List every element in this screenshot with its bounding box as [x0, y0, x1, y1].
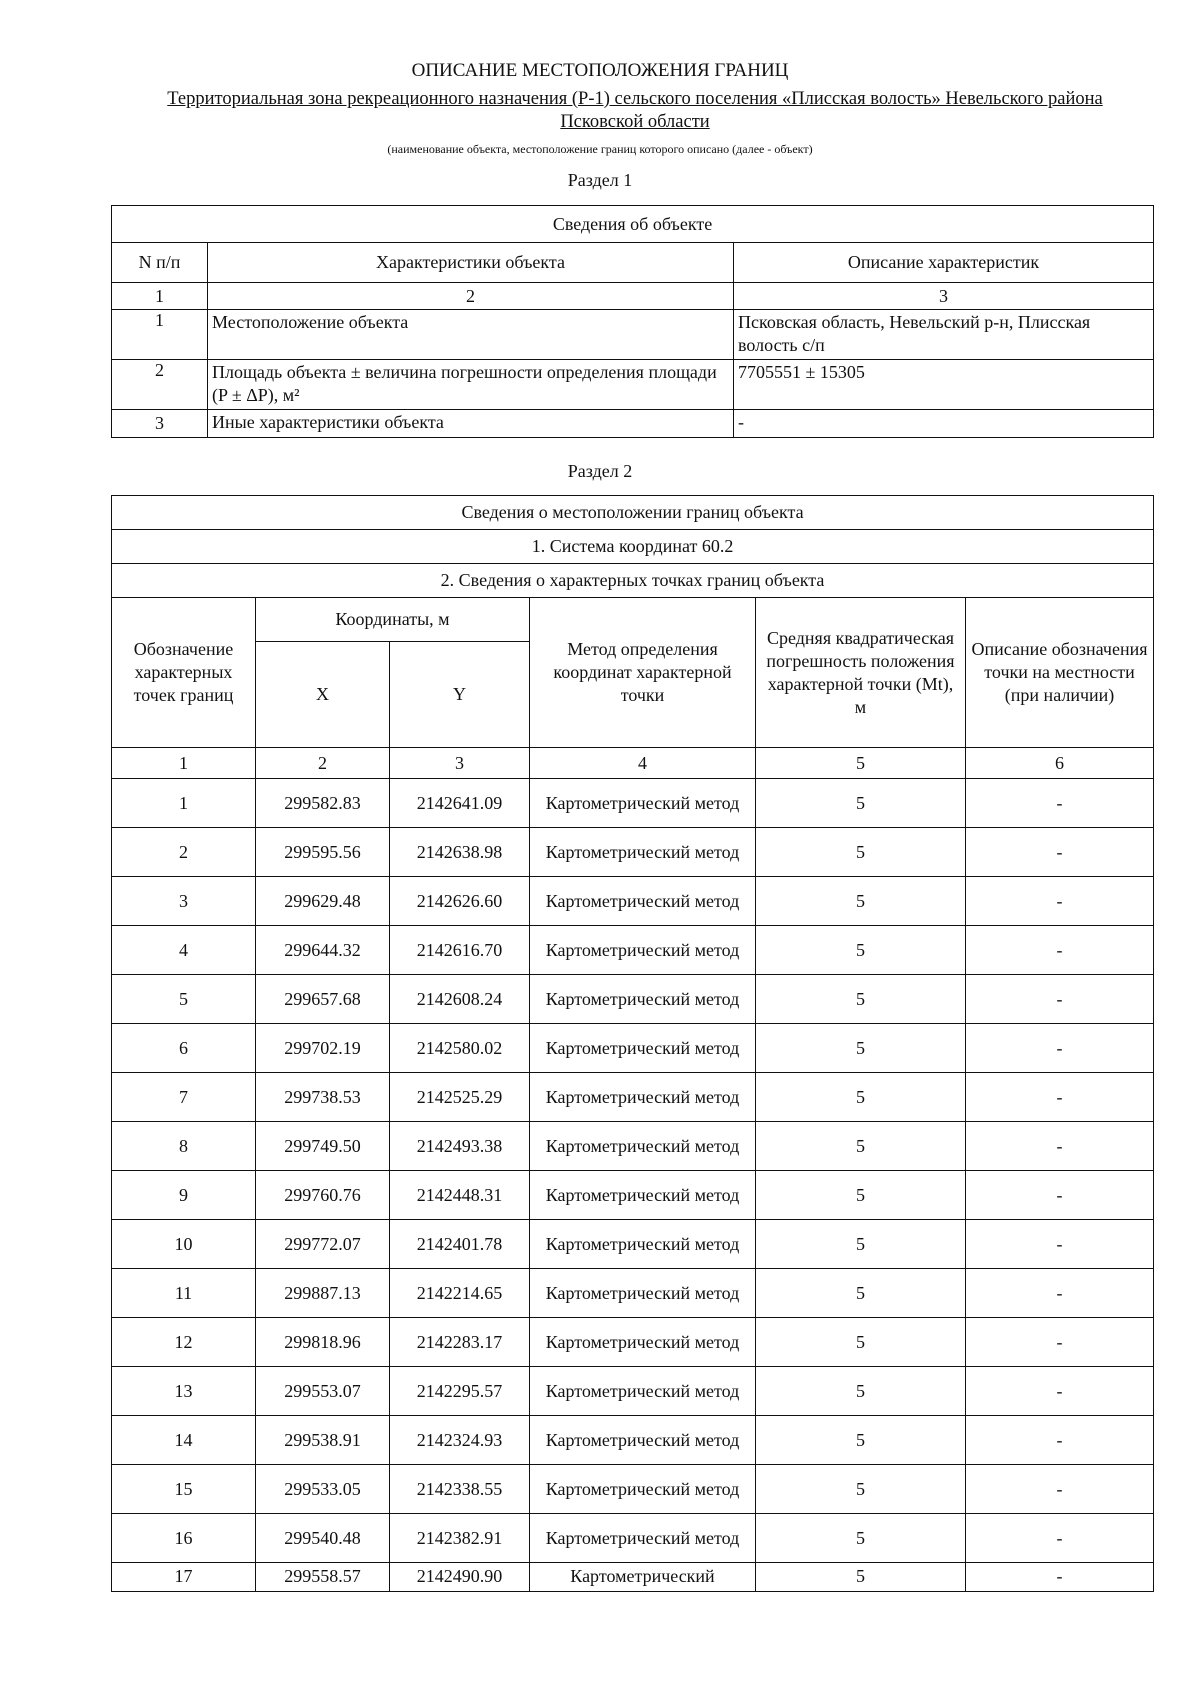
y-coordinate: 2142493.38	[390, 1122, 530, 1171]
y-coordinate: 2142295.57	[390, 1367, 530, 1416]
method-cell: Картометрический метод	[530, 1514, 756, 1563]
method-cell: Картометрический метод	[530, 877, 756, 926]
x-coordinate: 299582.83	[256, 779, 390, 828]
point-id: 4	[112, 926, 256, 975]
y-coordinate: 2142283.17	[390, 1318, 530, 1367]
column-header: Описание характеристик	[734, 243, 1154, 283]
table-row	[112, 1171, 1154, 1220]
x-coordinate: 299629.48	[256, 877, 390, 926]
table-row	[112, 360, 1154, 410]
method-cell: Картометрический метод	[530, 1367, 756, 1416]
point-description: -	[966, 877, 1154, 926]
mt-cell: 5	[756, 1563, 966, 1592]
point-description: -	[966, 1367, 1154, 1416]
mt-cell: 5	[756, 1073, 966, 1122]
point-id: 5	[112, 975, 256, 1024]
table-row	[112, 1514, 1154, 1563]
mt-cell: 5	[756, 1514, 966, 1563]
x-coordinate: 299818.96	[256, 1318, 390, 1367]
mt-cell: 5	[756, 1269, 966, 1318]
description-cell: -	[734, 410, 1154, 438]
y-coordinate: 2142638.98	[390, 828, 530, 877]
point-id: 8	[112, 1122, 256, 1171]
table-row	[112, 1367, 1154, 1416]
point-description: -	[966, 828, 1154, 877]
method-cell: Картометрический метод	[530, 1024, 756, 1073]
point-id: 14	[112, 1416, 256, 1465]
point-id: 6	[112, 1024, 256, 1073]
x-coordinate: 299595.56	[256, 828, 390, 877]
table-row	[112, 1073, 1154, 1122]
boundary-table-title: Сведения о местоположении границ объекта	[112, 496, 1154, 530]
y-coordinate: 2142382.91	[390, 1514, 530, 1563]
column-number: 3	[734, 283, 1154, 310]
table-row	[112, 1122, 1154, 1171]
mt-cell: 5	[756, 1318, 966, 1367]
header-error: Средняя квадратическая погрешность положения характерной точки (Mt), м	[756, 598, 966, 748]
object-info-table-title: Сведения об объекте	[112, 206, 1154, 243]
point-description: -	[966, 1073, 1154, 1122]
header-coordinates: Координаты, м	[256, 598, 530, 642]
section2-title: Раздел 2	[567, 461, 633, 481]
coordinate-system: 1. Система координат 60.2	[112, 530, 1154, 564]
mt-cell: 5	[756, 926, 966, 975]
method-cell: Картометрический метод	[530, 975, 756, 1024]
mt-cell: 5	[756, 975, 966, 1024]
x-coordinate: 299533.05	[256, 1465, 390, 1514]
table-row	[112, 828, 1154, 877]
column-number: 6	[966, 748, 1154, 779]
point-description: -	[966, 779, 1154, 828]
point-description: -	[966, 1318, 1154, 1367]
mt-cell: 5	[756, 1416, 966, 1465]
y-coordinate: 2142448.31	[390, 1171, 530, 1220]
method-cell: Картометрический метод	[530, 1073, 756, 1122]
table-row	[112, 310, 1154, 360]
x-coordinate: 299540.48	[256, 1514, 390, 1563]
table-row	[112, 779, 1154, 828]
point-id: 11	[112, 1269, 256, 1318]
object-info-table	[111, 205, 1154, 438]
column-number: 4	[530, 748, 756, 779]
y-coordinate: 2142490.90	[390, 1563, 530, 1592]
point-description: -	[966, 975, 1154, 1024]
point-id: 10	[112, 1220, 256, 1269]
column-number: 5	[756, 748, 966, 779]
y-coordinate: 2142616.70	[390, 926, 530, 975]
x-coordinate: 299553.07	[256, 1367, 390, 1416]
y-coordinate: 2142324.93	[390, 1416, 530, 1465]
y-coordinate: 2142525.29	[390, 1073, 530, 1122]
header-method: Метод определения координат характерной точки	[530, 598, 756, 748]
boundary-points-table	[111, 495, 1154, 1592]
table-row	[112, 1416, 1154, 1465]
point-description: -	[966, 1171, 1154, 1220]
y-coordinate: 2142580.02	[390, 1024, 530, 1073]
mt-cell: 5	[756, 779, 966, 828]
column-header: N п/п	[112, 243, 208, 283]
column-number: 2	[208, 283, 734, 310]
header-description: Описание обозначения точки на местности (при наличии)	[966, 598, 1154, 748]
header-y: Y	[390, 642, 530, 748]
point-description: -	[966, 1514, 1154, 1563]
method-cell: Картометрический метод	[530, 1465, 756, 1514]
table-row	[112, 1269, 1154, 1318]
column-number: 1	[112, 283, 208, 310]
point-id: 1	[112, 779, 256, 828]
mt-cell: 5	[756, 828, 966, 877]
point-id: 7	[112, 1073, 256, 1122]
table-row	[112, 1563, 1154, 1592]
point-description: -	[966, 1563, 1154, 1592]
table-row	[112, 1318, 1154, 1367]
method-cell: Картометрический метод	[530, 1220, 756, 1269]
table-row	[112, 877, 1154, 926]
points-section-title: 2. Сведения о характерных точках границ объекта	[112, 564, 1154, 598]
description-cell: 7705551 ± 15305	[734, 360, 1154, 410]
point-id: 9	[112, 1171, 256, 1220]
method-cell: Картометрический	[530, 1563, 756, 1592]
mt-cell: 5	[756, 1122, 966, 1171]
table-row	[112, 1024, 1154, 1073]
point-description: -	[966, 1024, 1154, 1073]
table-row	[112, 410, 1154, 438]
object-name-line2: Псковской области	[560, 112, 710, 132]
point-description: -	[966, 1465, 1154, 1514]
method-cell: Картометрический метод	[530, 1171, 756, 1220]
method-cell: Картометрический метод	[530, 926, 756, 975]
x-coordinate: 299749.50	[256, 1122, 390, 1171]
row-number: 2	[112, 360, 208, 410]
point-id: 3	[112, 877, 256, 926]
point-id: 15	[112, 1465, 256, 1514]
y-coordinate: 2142214.65	[390, 1269, 530, 1318]
x-coordinate: 299772.07	[256, 1220, 390, 1269]
x-coordinate: 299760.76	[256, 1171, 390, 1220]
point-id: 17	[112, 1563, 256, 1592]
y-coordinate: 2142641.09	[390, 779, 530, 828]
header-x: X	[256, 642, 390, 748]
row-number: 3	[112, 410, 208, 438]
point-id: 13	[112, 1367, 256, 1416]
header-point-designation: Обозначение характерных точек границ	[112, 598, 256, 748]
point-description: -	[966, 1269, 1154, 1318]
point-description: -	[966, 1220, 1154, 1269]
object-name	[110, 88, 1160, 134]
column-number: 3	[390, 748, 530, 779]
object-name-line1: Территориальная зона рекреационного назначения (Р-1) сельского поселения «Плисская волость» Невельского района	[167, 89, 1103, 109]
description-cell: Псковская область, Невельский р-н, Плисская волость с/п	[734, 310, 1154, 360]
y-coordinate: 2142401.78	[390, 1220, 530, 1269]
method-cell: Картометрический метод	[530, 1416, 756, 1465]
row-number: 1	[112, 310, 208, 360]
table-row	[112, 1465, 1154, 1514]
point-description: -	[966, 1122, 1154, 1171]
x-coordinate: 299702.19	[256, 1024, 390, 1073]
method-cell: Картометрический метод	[530, 1122, 756, 1171]
point-description: -	[966, 926, 1154, 975]
y-coordinate: 2142338.55	[390, 1465, 530, 1514]
column-header: Характеристики объекта	[208, 243, 734, 283]
table-row	[112, 975, 1154, 1024]
characteristic-cell: Иные характеристики объекта	[208, 410, 734, 438]
point-id: 12	[112, 1318, 256, 1367]
characteristic-cell: Местоположение объекта	[208, 310, 734, 360]
mt-cell: 5	[756, 877, 966, 926]
y-coordinate: 2142608.24	[390, 975, 530, 1024]
object-name-caption: (наименование объекта, местоположение границ которого описано (далее - объект)	[387, 142, 813, 156]
table-row	[112, 926, 1154, 975]
method-cell: Картометрический метод	[530, 1269, 756, 1318]
x-coordinate: 299538.91	[256, 1416, 390, 1465]
column-number: 2	[256, 748, 390, 779]
column-number: 1	[112, 748, 256, 779]
characteristic-cell: Площадь объекта ± величина погрешности определения площади (P ± ΔP), м²	[208, 360, 734, 410]
point-id: 2	[112, 828, 256, 877]
document-title: ОПИСАНИЕ МЕСТОПОЛОЖЕНИЯ ГРАНИЦ	[411, 60, 789, 81]
section1-title: Раздел 1	[567, 170, 633, 190]
x-coordinate: 299657.68	[256, 975, 390, 1024]
point-description: -	[966, 1416, 1154, 1465]
x-coordinate: 299738.53	[256, 1073, 390, 1122]
mt-cell: 5	[756, 1367, 966, 1416]
x-coordinate: 299644.32	[256, 926, 390, 975]
mt-cell: 5	[756, 1220, 966, 1269]
method-cell: Картометрический метод	[530, 1318, 756, 1367]
table-row	[112, 1220, 1154, 1269]
mt-cell: 5	[756, 1024, 966, 1073]
x-coordinate: 299558.57	[256, 1563, 390, 1592]
y-coordinate: 2142626.60	[390, 877, 530, 926]
point-id: 16	[112, 1514, 256, 1563]
mt-cell: 5	[756, 1171, 966, 1220]
points-body	[112, 779, 1154, 1592]
mt-cell: 5	[756, 1465, 966, 1514]
method-cell: Картометрический метод	[530, 779, 756, 828]
method-cell: Картометрический метод	[530, 828, 756, 877]
x-coordinate: 299887.13	[256, 1269, 390, 1318]
